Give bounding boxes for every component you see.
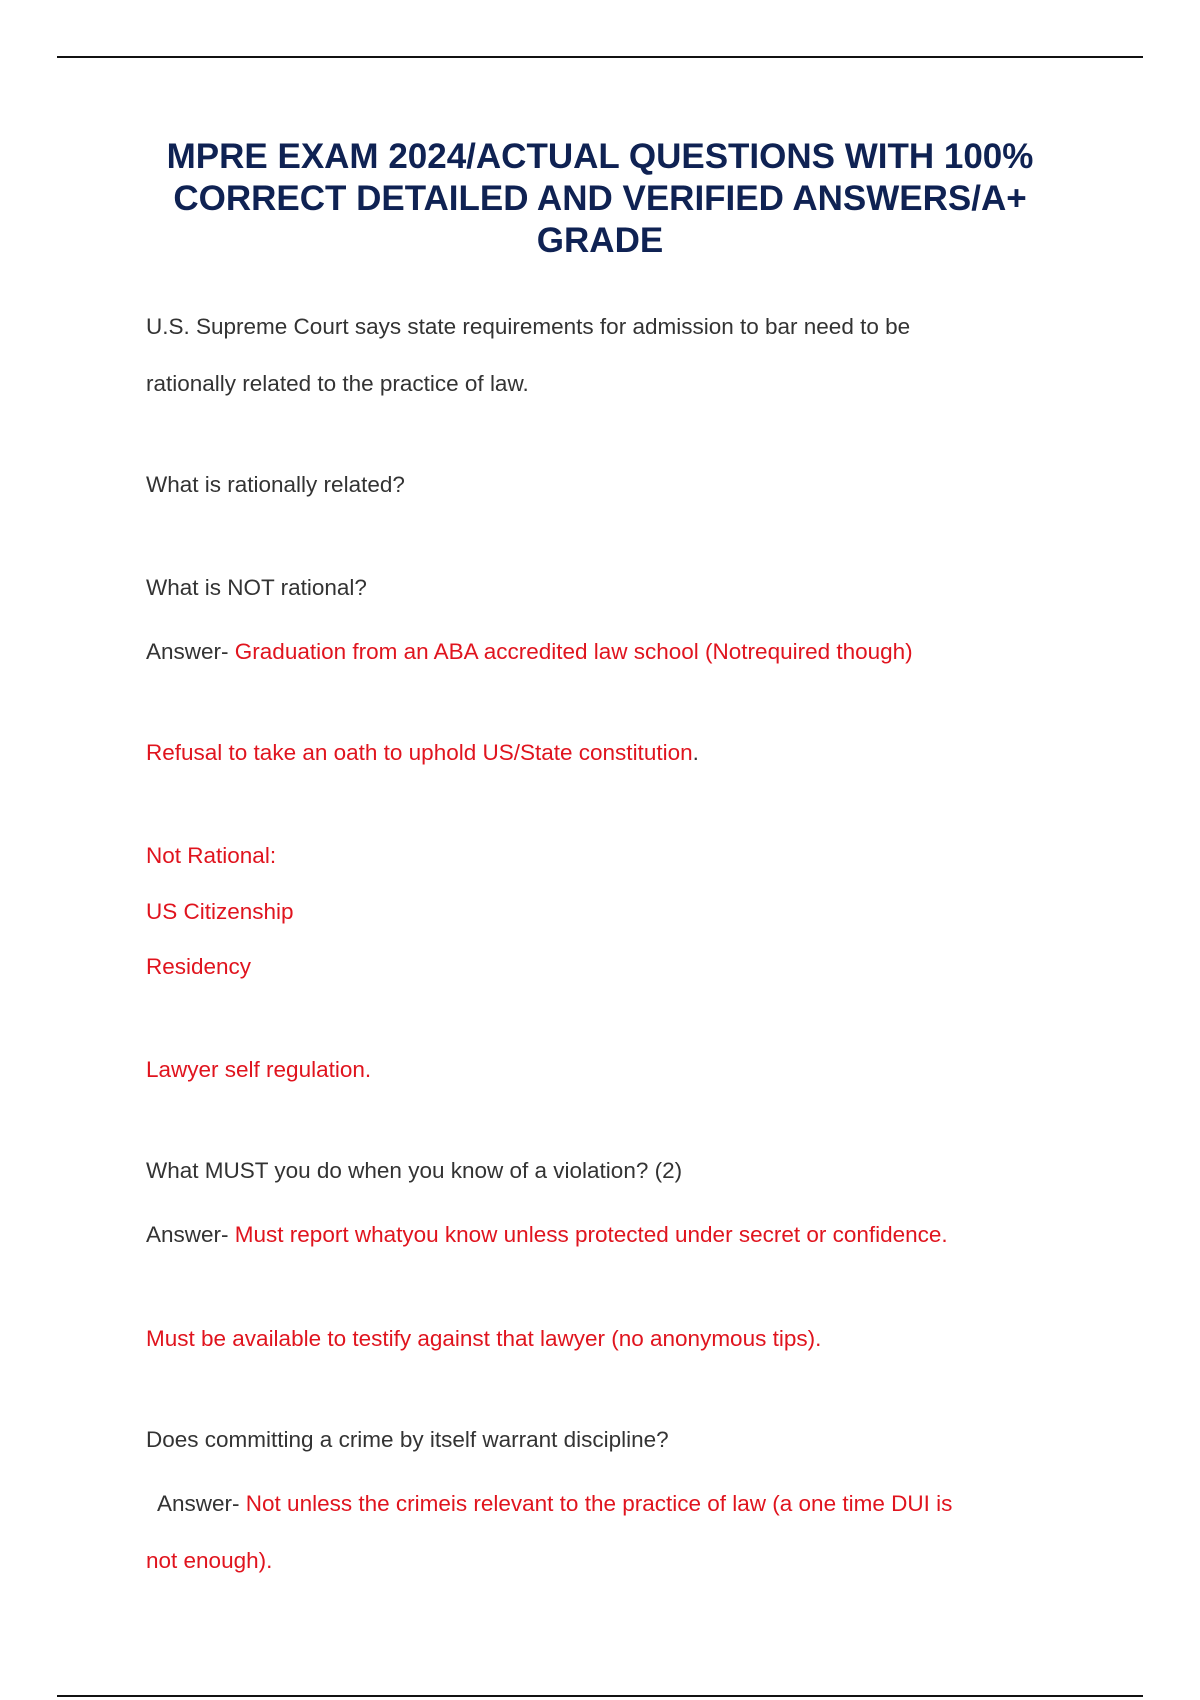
q1-answer-text: Graduation from an ABA accredited law school (Notrequired though) — [234, 639, 913, 664]
q1-answer-prefix: Answer- — [146, 639, 229, 664]
q3-answer-prefix: Answer- — [157, 1491, 240, 1516]
q1-answer-line-2: Refusal to take an oath to uphold US/State constitution. — [146, 740, 699, 765]
title-line-1: MPRE EXAM 2024/ACTUAL QUESTIONS WITH 100% — [166, 137, 1034, 176]
not-rational-item-residency: Residency — [146, 954, 252, 979]
q2-answer-text: Must report whatyou know unless protected under secret or confidence. — [234, 1222, 948, 1247]
q3-answer-line-2: not enough). — [146, 1548, 273, 1573]
not-rational-item-citizenship: US Citizenship — [146, 899, 294, 924]
q3-answer-line-1 — [157, 1489, 952, 1519]
bottom-rule — [57, 1695, 1143, 1697]
q1-text-line-1: U.S. Supreme Court says state requirements for admission to bar need to be — [146, 314, 911, 339]
q1-sub-question-2: What is NOT rational? — [146, 575, 367, 600]
q3-answer-text: Not unless the crimeis relevant to the practice of law (a one time DUI is — [245, 1491, 953, 1516]
q2-answer-line-1 — [146, 1220, 948, 1250]
document-title — [100, 136, 1100, 262]
q1-text-line-2: rationally related to the practice of law. — [146, 371, 529, 396]
q3-question: Does committing a crime by itself warrant discipline? — [146, 1427, 669, 1452]
q2-answer-prefix: Answer- — [146, 1222, 229, 1247]
q1-sub-question-1: What is rationally related? — [146, 472, 405, 497]
q2-answer-line-2: Must be available to testify against that lawyer (no anonymous tips). — [146, 1326, 822, 1351]
top-rule — [57, 56, 1143, 58]
q1-answer-line-1 — [146, 637, 913, 667]
q2-question: What MUST you do when you know of a violation? (2) — [146, 1158, 683, 1183]
title-line-2: CORRECT DETAILED AND VERIFIED ANSWERS/A+ — [173, 179, 1027, 218]
not-rational-heading: Not Rational: — [146, 843, 277, 868]
topic-heading: Lawyer self regulation. — [146, 1057, 372, 1082]
title-line-3: GRADE — [536, 221, 664, 260]
